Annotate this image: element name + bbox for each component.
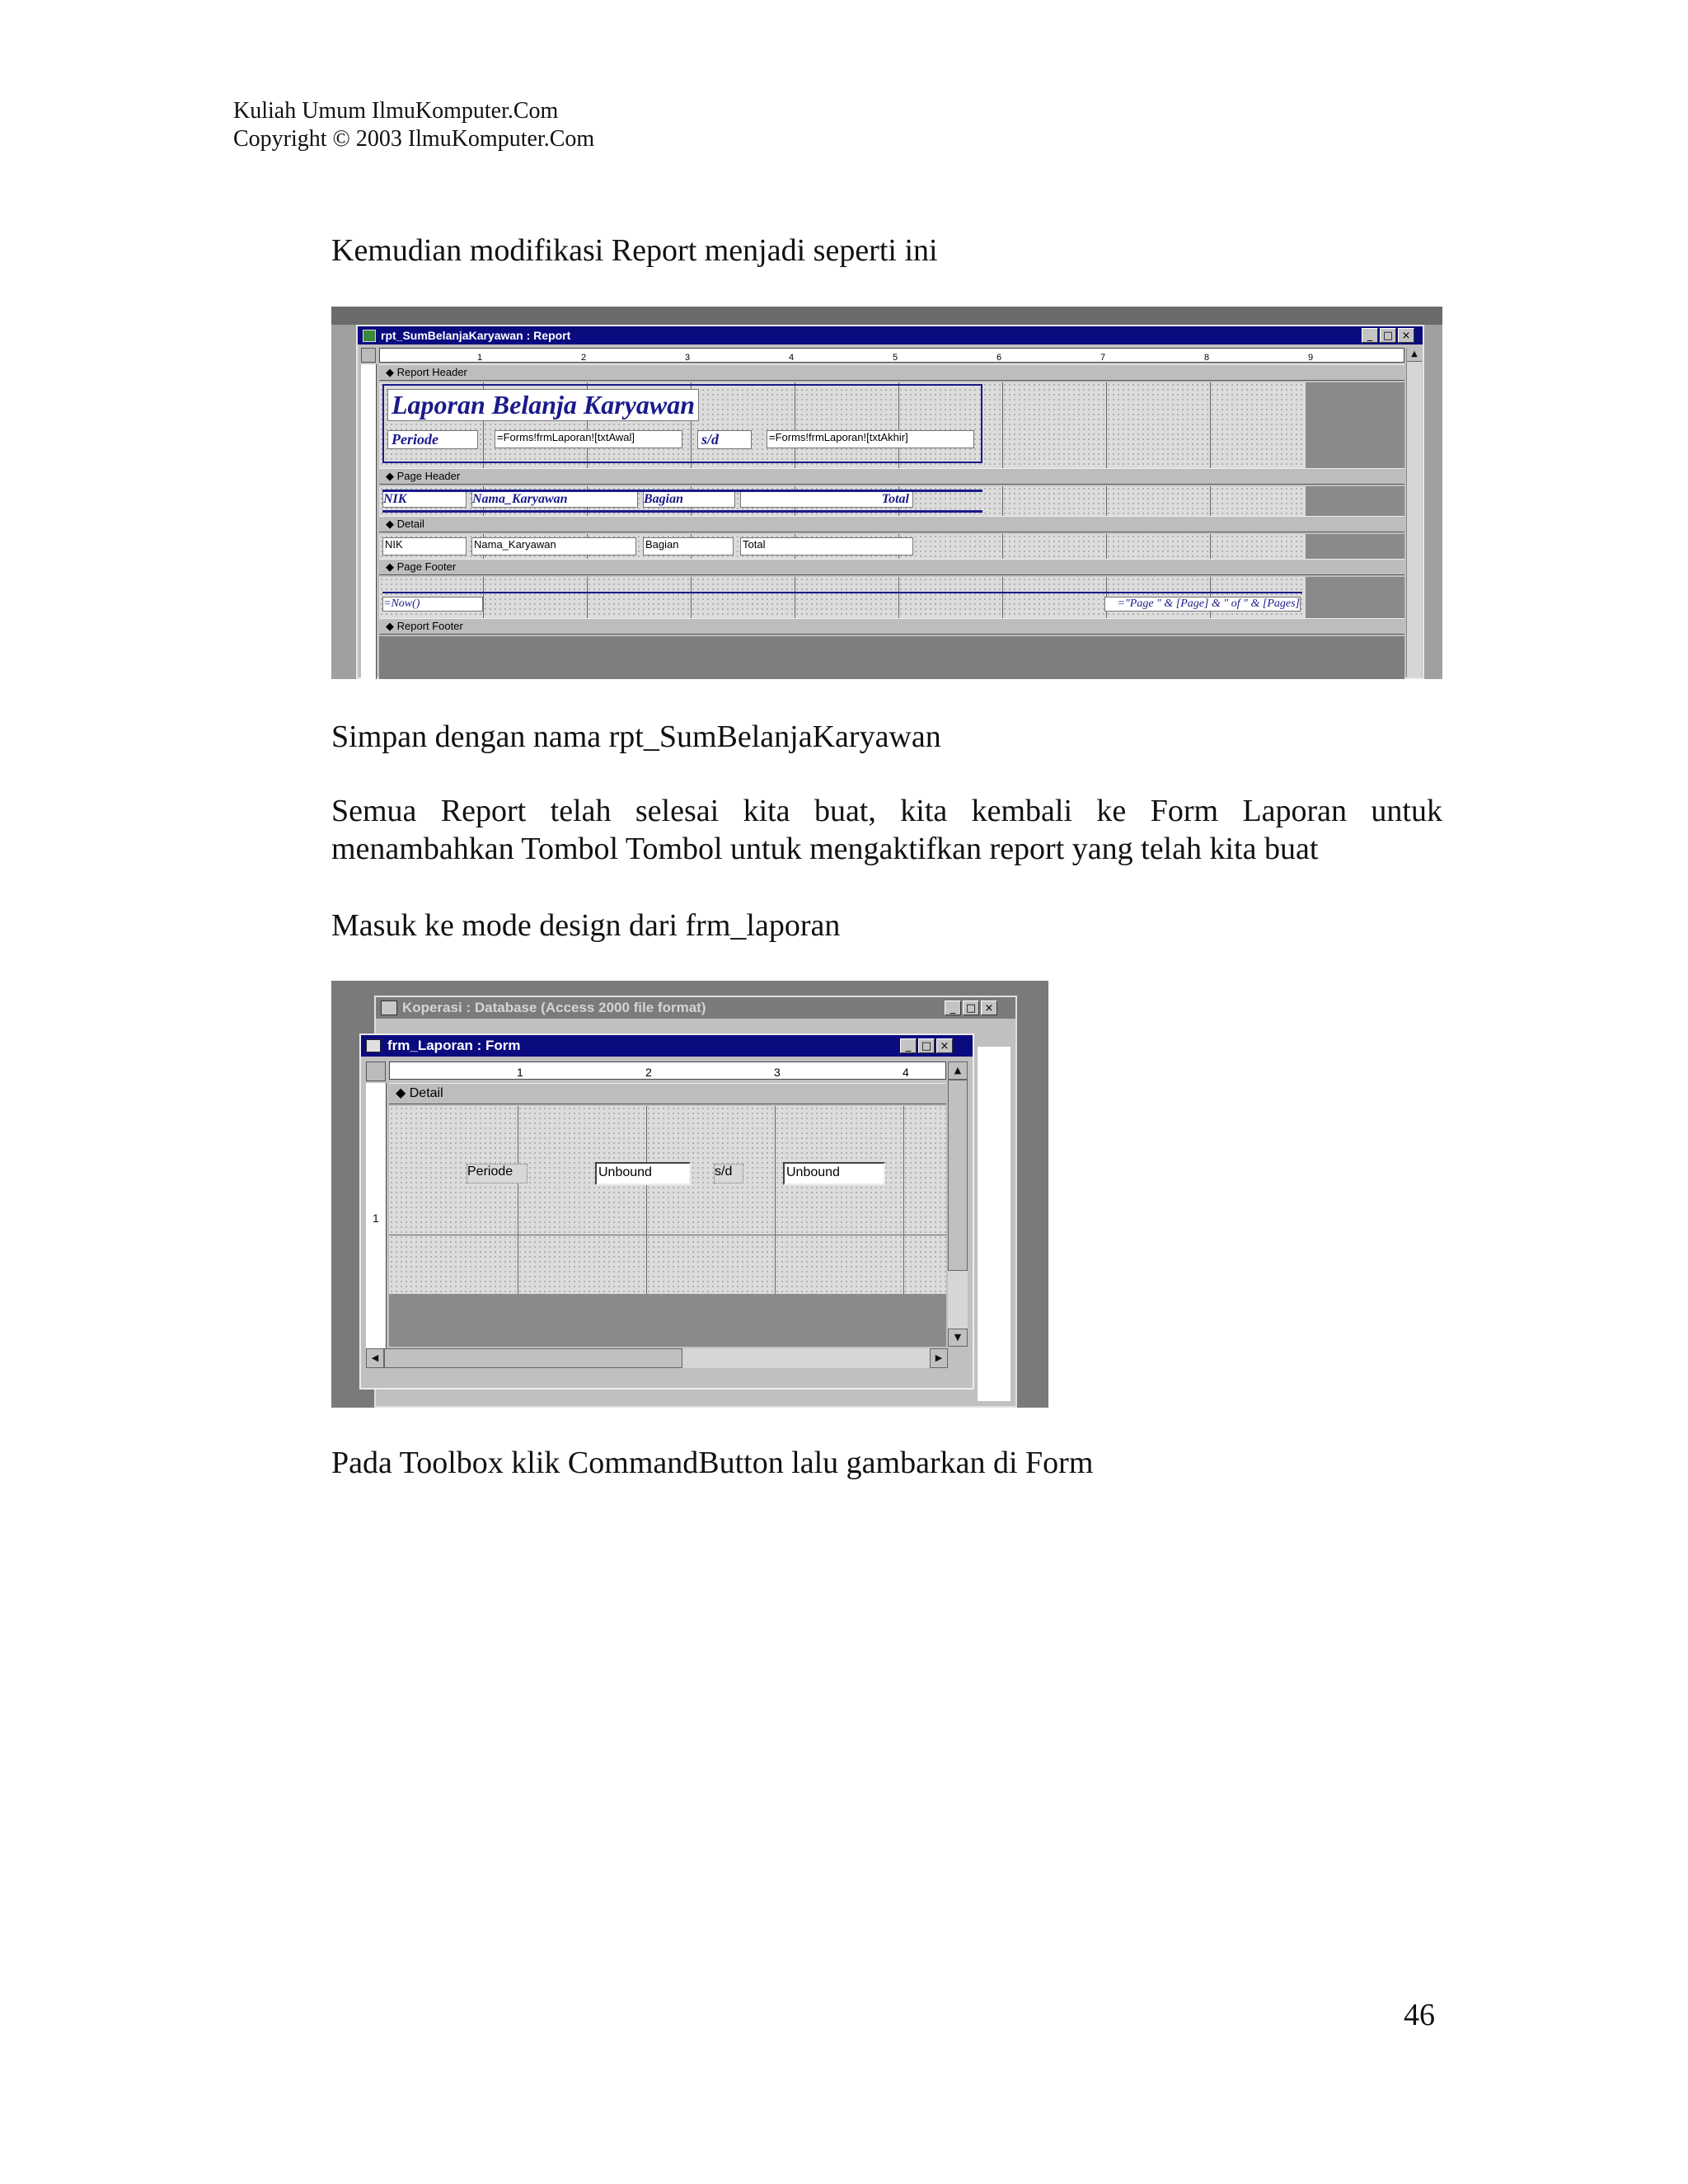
report-background [1306, 486, 1404, 516]
form-awal-textbox[interactable]: Unbound [595, 1162, 691, 1185]
grid-line [1106, 534, 1107, 559]
vertical-scrollbar[interactable] [1406, 348, 1422, 677]
detail-field-total[interactable]: Total [740, 537, 913, 555]
section-bar-detail[interactable]: ◆ Detail [379, 516, 1404, 532]
header-line-bottom [382, 510, 982, 513]
sd-label[interactable]: s/d [697, 430, 752, 449]
form-icon [366, 1039, 381, 1052]
detail-field-nik[interactable]: NIK [382, 537, 467, 555]
ruler-corner[interactable] [361, 348, 376, 363]
report-window [356, 325, 1424, 679]
page-footer-area[interactable] [379, 577, 1306, 618]
header-line-2: Copyright © 2003 IlmuKomputer.Com [233, 126, 595, 152]
scroll-down-icon[interactable]: ▼ [948, 1329, 968, 1347]
page-number: 46 [1404, 1998, 1435, 2032]
report-title-label[interactable]: Laporan Belanja Karyawan [387, 389, 699, 421]
grid-line [691, 577, 692, 618]
footer-now-field[interactable]: =Now() [382, 597, 483, 612]
form-close-button[interactable]: × [936, 1038, 953, 1053]
header-line-top [382, 490, 982, 492]
column-header-total[interactable]: Total [740, 491, 913, 508]
footer-page-field[interactable]: ="Page " & [Page] & " of " & [Pages] [1104, 597, 1301, 612]
db-list-area [978, 1047, 1010, 1401]
report-window-title: rpt_SumBelanjaKaryawan : Report [381, 329, 571, 342]
grid-line [1106, 382, 1107, 468]
form-periode-label[interactable]: Periode [467, 1164, 528, 1183]
section-bar-page-footer[interactable]: ◆ Page Footer [379, 559, 1404, 575]
db-maximize-button[interactable]: □ [963, 1001, 979, 1015]
form-window-titlebar [361, 1035, 973, 1057]
ruler-tick: 4 [903, 1066, 909, 1079]
scroll-left-icon[interactable]: ◀ [366, 1348, 384, 1368]
database-window-titlebar [376, 997, 1015, 1019]
grid-line [587, 577, 588, 618]
horizontal-ruler[interactable] [379, 348, 1404, 363]
scroll-thumb[interactable] [948, 1080, 968, 1271]
grid-line [1210, 486, 1211, 516]
ruler-tick: 9 [1308, 353, 1314, 363]
ruler-tick: 8 [1204, 353, 1210, 363]
form-minimize-button[interactable]: _ [900, 1038, 917, 1053]
grid-line [898, 577, 899, 618]
report-design-screenshot [331, 307, 1442, 679]
ruler-tick: 1 [373, 1212, 379, 1225]
ruler-tick: 7 [1100, 353, 1106, 363]
paragraph-2: Simpan dengan nama rpt_SumBelanjaKaryawan [331, 719, 941, 754]
column-header-bagian[interactable]: Bagian [643, 491, 735, 508]
section-label: Report Header [396, 366, 467, 378]
scroll-thumb[interactable] [384, 1348, 682, 1368]
detail-field-nama[interactable]: Nama_Karyawan [471, 537, 636, 555]
awal-field[interactable]: =Forms!frmLaporan![txtAwal] [495, 430, 682, 448]
ruler-tick: 4 [789, 353, 795, 363]
ruler-tick: 1 [477, 353, 483, 363]
report-window-titlebar [358, 326, 1423, 344]
ruler-tick: 5 [893, 353, 898, 363]
form-vertical-scrollbar[interactable] [948, 1062, 968, 1347]
periode-label[interactable]: Periode [387, 430, 478, 449]
ruler-tick: 1 [517, 1066, 523, 1079]
section-label: Report Footer [396, 620, 463, 632]
paragraph-1: Kemudian modifikasi Report menjadi seperti ini [331, 233, 938, 268]
form-background [389, 1294, 946, 1347]
background-window-strip [331, 307, 1442, 325]
column-header-nama[interactable]: Nama_Karyawan [471, 491, 638, 508]
grid-line [1210, 382, 1211, 468]
scroll-up-icon[interactable]: ▲ [948, 1062, 968, 1080]
ruler-tick: 2 [645, 1066, 652, 1079]
grid-line [1002, 486, 1003, 516]
db-minimize-button[interactable]: _ [945, 1001, 961, 1015]
section-bar-page-header[interactable]: ◆ Page Header [379, 468, 1404, 485]
form-section-bar-detail[interactable]: ◆ Detail [389, 1083, 946, 1104]
grid-line [775, 1106, 776, 1294]
footer-line [382, 592, 1302, 593]
paragraph-4: Masuk ke mode design dari frm_laporan [331, 908, 841, 943]
section-label: Page Footer [396, 560, 457, 573]
form-sd-label[interactable]: s/d [714, 1164, 743, 1183]
report-background [1306, 382, 1404, 468]
detail-area[interactable] [379, 534, 1306, 559]
minimize-button[interactable]: _ [1362, 328, 1378, 343]
grid-line [1002, 382, 1003, 468]
header-line-1: Kuliah Umum IlmuKomputer.Com [233, 98, 559, 124]
database-icon [381, 1001, 397, 1015]
grid-line [1002, 577, 1003, 618]
section-label: Detail [396, 518, 424, 530]
ruler-tick: 3 [685, 353, 691, 363]
form-window [359, 1033, 974, 1390]
report-background [1306, 577, 1404, 618]
form-maximize-button[interactable]: □ [918, 1038, 935, 1053]
ruler-tick: 2 [581, 353, 587, 363]
form-design-screenshot [331, 981, 1048, 1408]
section-bar-report-header[interactable]: ◆ Report Header [379, 364, 1404, 381]
grid-line [1106, 486, 1107, 516]
form-akhir-textbox[interactable]: Unbound [783, 1162, 885, 1185]
form-ruler-corner[interactable] [366, 1062, 386, 1081]
grid-line [646, 1106, 647, 1294]
grid-line [1002, 534, 1003, 559]
form-window-title: frm_Laporan : Form [387, 1038, 521, 1053]
page-header-area[interactable] [379, 486, 1306, 516]
form-horizontal-ruler[interactable] [389, 1062, 946, 1080]
report-header-area[interactable] [379, 382, 1306, 468]
report-icon [363, 330, 376, 342]
scroll-up-icon[interactable]: ▲ [1407, 348, 1422, 362]
paragraph-3: Semua Report telah selesai kita buat, kita kembali ke Form Laporan untuk menambahkan Tombol Tombol untuk mengaktifkan report yang telah kita buat [331, 794, 1442, 866]
section-label: Page Header [396, 470, 461, 482]
form-vertical-ruler [366, 1083, 387, 1348]
db-close-button[interactable]: × [981, 1001, 997, 1015]
column-header-nik[interactable]: NIK [382, 491, 467, 508]
report-background [379, 636, 1404, 679]
grid-line [903, 1106, 904, 1294]
detail-field-bagian[interactable]: Bagian [643, 537, 734, 555]
report-background [1306, 534, 1404, 559]
scroll-right-icon[interactable]: ▶ [930, 1348, 948, 1368]
database-window-title: Koperasi : Database (Access 2000 file format) [402, 1000, 706, 1015]
vertical-ruler [361, 364, 377, 679]
grid-line [1210, 534, 1211, 559]
akhir-field[interactable]: =Forms!frmLaporan![txtAkhir] [767, 430, 974, 448]
section-label: Detail [409, 1086, 443, 1100]
form-horizontal-scrollbar[interactable] [366, 1348, 948, 1368]
paragraph-5: Pada Toolbox klik CommandButton lalu gambarkan di Form [331, 1446, 1094, 1480]
maximize-button[interactable]: □ [1380, 328, 1396, 343]
form-detail-area[interactable] [389, 1106, 946, 1294]
section-bar-report-footer[interactable]: ◆ Report Footer [379, 618, 1404, 635]
grid-line [483, 577, 484, 618]
ruler-tick: 3 [774, 1066, 781, 1079]
close-button[interactable]: × [1398, 328, 1414, 343]
ruler-tick: 6 [996, 353, 1002, 363]
